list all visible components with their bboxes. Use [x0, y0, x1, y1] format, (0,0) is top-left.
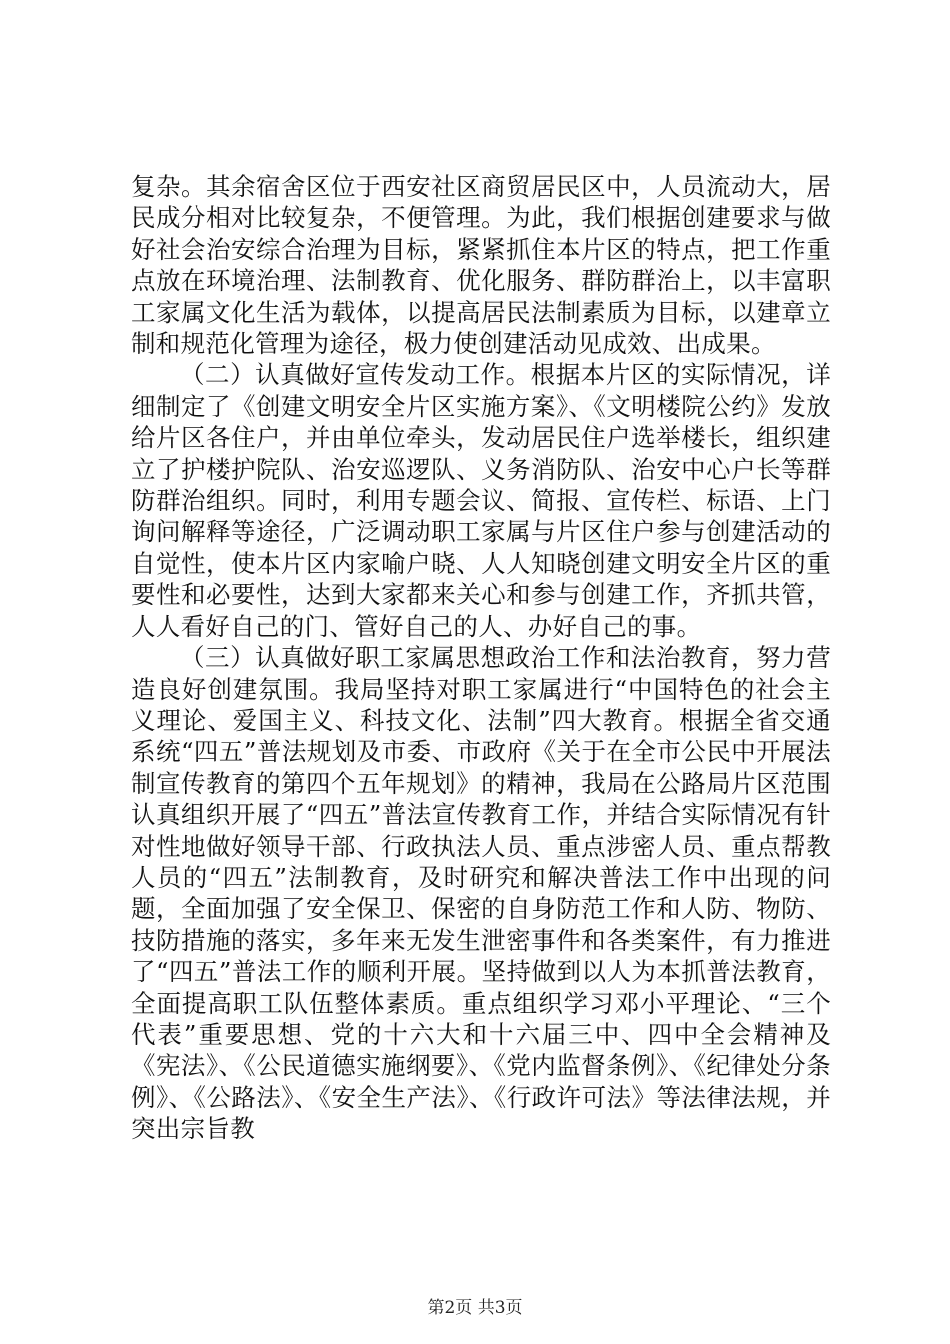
document-body — [131, 171, 831, 1145]
paragraph-section-two: （二）认真做好宣传发动工作。根据本片区的实际情况，详细制定了《创建文明安全片区实施方案》、《文明楼院公约》发放给片区各住户，并由单位牵头，发动居民住户选举楼长，组织建立了护楼护院队、治安巡逻队、义务消防队、治安中心户长等群防群治组织。同时，利用专题会议、简报、宣传栏、标语、上门询问解释等途径，广泛调动职工家属与片区住户参与创建活动的自觉性，使本片区内家喻户晓、人人知晓创建文明安全片区的重要性和必要性，达到大家都来关心和参与创建工作，齐抓共管，人人看好自己的门、管好自己的人、办好自己的事。 — [131, 360, 831, 641]
page-number-footer: 第2页 共3页 — [427, 1298, 523, 1318]
paragraph-section-three: （三）认真做好职工家属思想政治工作和法治教育，努力营造良好创建氛围。我局坚持对职工家属进行“中国特色的社会主义理论、爱国主义、科技文化、法制”四大教育。根据全省交通系统“四五”普法规划及市委、市政府《关于在全市公民中开展法制宣传教育的第四个五年规划》的精神，我局在公路局片区范围认真组织开展了“四五”普法宣传教育工作，并结合实际情况有针对性地做好领导干部、行政执法人员、重点涉密人员、重点帮教人员的“四五”法制教育，及时研究和解决普法工作中出现的问题，全面加强了安全保卫、保密的自身防范工作和人防、物防、技防措施的落实，多年来无发生泄密事件和各类案件，有力推进了“四五”普法工作的顺利开展。坚持做到以人为本抓普法教育，全面提高职工队伍整体素质。重点组织学习邓小平理论、“三个代表”重要思想、党的十六大和十六届三中、四中全会精神及《宪法》、《公民道德实施纲要》、《党内监督条例》、《纪律处分条例》、《公路法》、《安全生产法》、《行政许可法》等法律法规，并突出宗旨教 — [131, 643, 832, 1144]
paragraph-continuation: 复杂。其余宿舍区位于西安社区商贸居民区中，人员流动大，居民成分相对比较复杂，不便管理。为此，我们根据创建要求与做好社会治安综合治理为目标，紧紧抓住本片区的特点，把工作重点放在环境治理、法制教育、优化服务、群防群治上，以丰富职工家属文化生活为载体，以提高居民法制素质为目标，以建章立制和规范化管理为途径，极力使创建活动见成效、出成果。 — [131, 172, 831, 359]
